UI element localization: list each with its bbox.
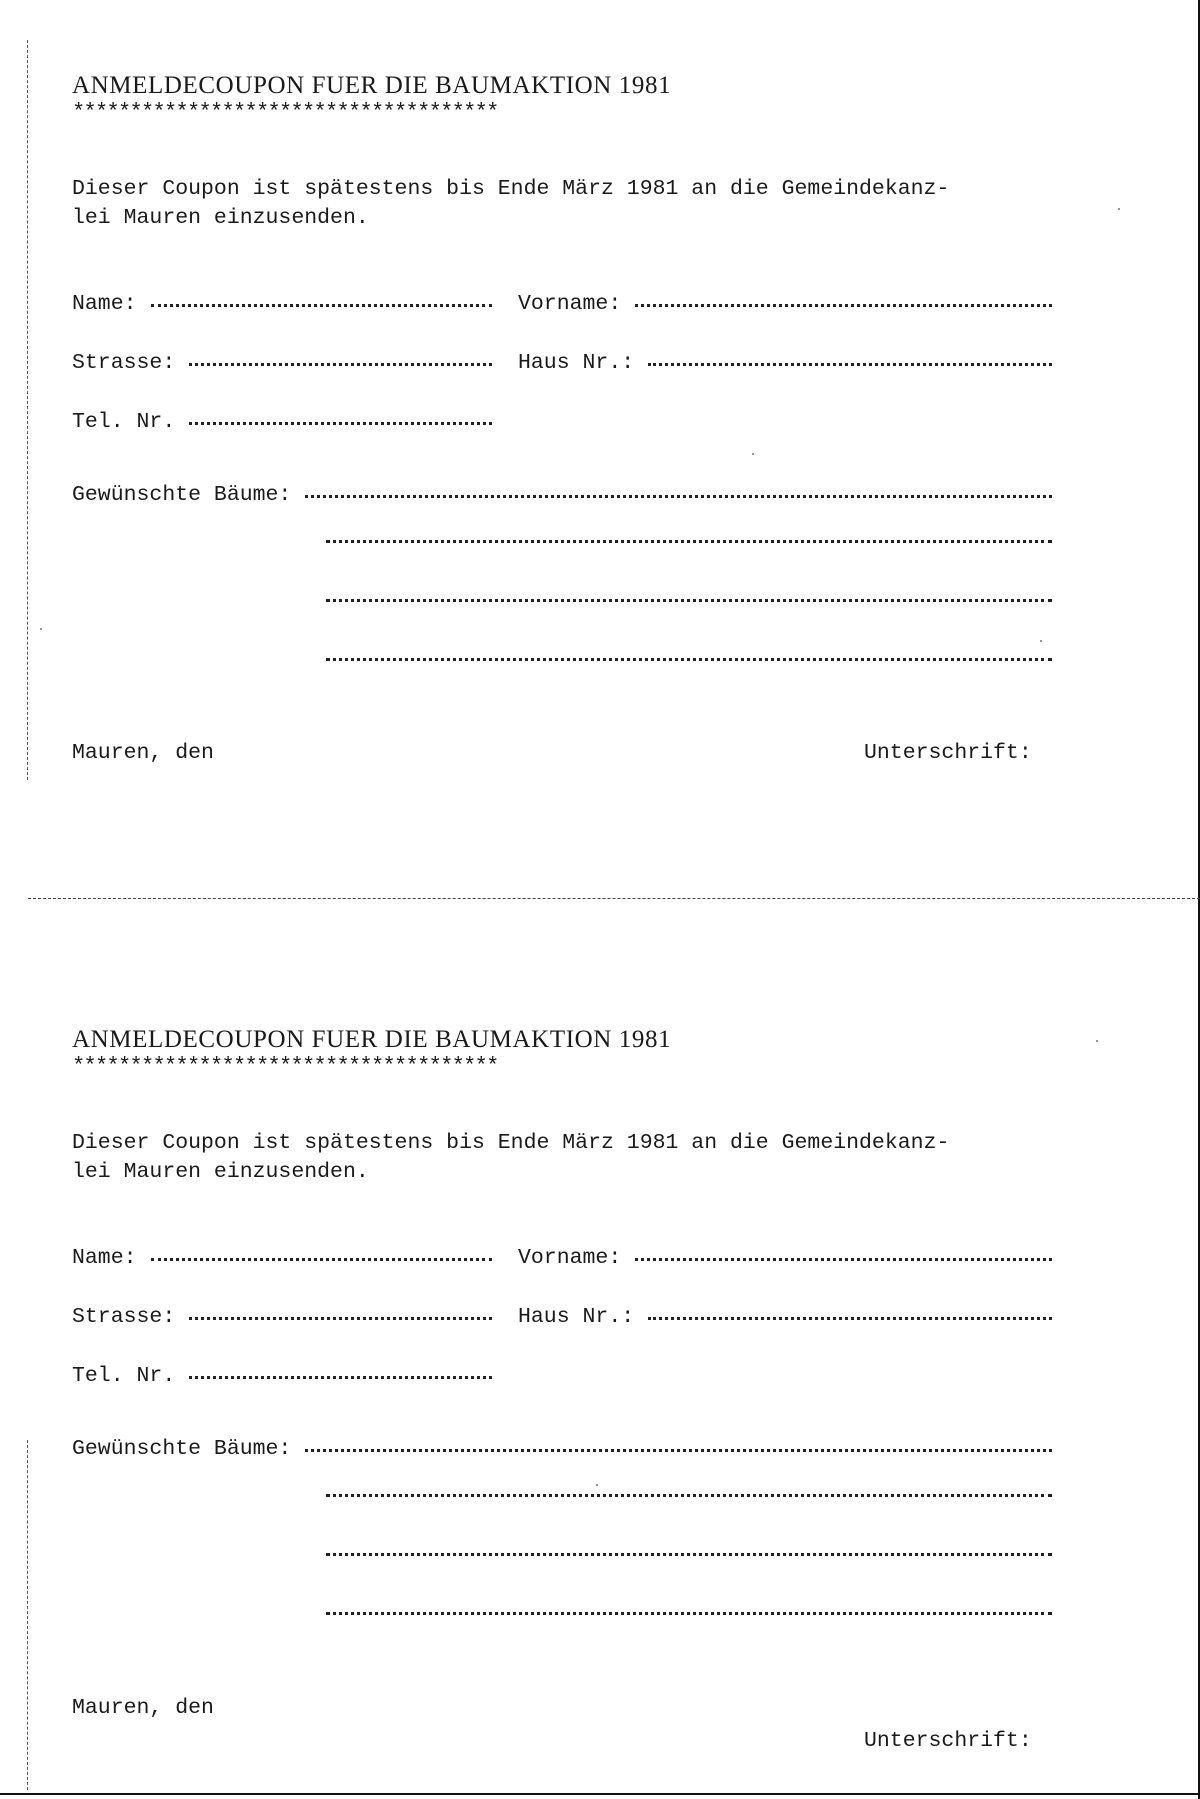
name-field[interactable] xyxy=(72,1246,492,1270)
scan-speck xyxy=(1096,1040,1098,1042)
baeume-extra-line[interactable] xyxy=(326,1555,1052,1558)
instructions-line-2: lei Mauren einzusenden. xyxy=(72,206,369,230)
strasse-label: Strasse: xyxy=(72,351,176,375)
scan-speck xyxy=(596,1484,598,1486)
name-label: Name: xyxy=(72,1246,137,1270)
scan-speck xyxy=(1118,208,1120,210)
signature-label: Unterschrift: xyxy=(864,741,1032,765)
baeume-label: Gewünschte Bäume: xyxy=(72,1437,292,1461)
coupon-title: ANMELDECOUPON FUER DIE BAUMAKTION 1981 xyxy=(72,72,672,99)
tel-label: Tel. Nr. xyxy=(72,410,176,434)
title-underline-stars: ************************************* xyxy=(72,100,498,125)
signature-label: Unterschrift: xyxy=(864,1729,1032,1753)
scan-speck xyxy=(40,628,42,630)
vorname-fill-line[interactable] xyxy=(635,1258,1052,1261)
strasse-label: Strasse: xyxy=(72,1305,176,1329)
name-fill-line[interactable] xyxy=(151,1258,492,1261)
baeume-fill-line[interactable] xyxy=(326,540,1052,543)
vorname-label: Vorname: xyxy=(518,1246,622,1270)
strasse-field[interactable] xyxy=(72,1305,492,1329)
tel-field[interactable] xyxy=(72,1364,492,1388)
left-perforation xyxy=(27,40,28,780)
baeume-label: Gewünschte Bäume: xyxy=(72,483,292,507)
name-fill-line[interactable] xyxy=(151,304,492,307)
name-field[interactable] xyxy=(72,292,492,316)
left-perforation xyxy=(27,1440,28,1790)
hausnr-fill-line[interactable] xyxy=(648,363,1052,366)
place-date-label: Mauren, den xyxy=(72,1696,214,1720)
coupon-title: ANMELDECOUPON FUER DIE BAUMAKTION 1981 xyxy=(72,1026,672,1053)
baeume-fill-line[interactable] xyxy=(326,1553,1052,1556)
baeume-fill-line[interactable] xyxy=(305,1449,1052,1452)
tel-label: Tel. Nr. xyxy=(72,1364,176,1388)
instructions-line-2: lei Mauren einzusenden. xyxy=(72,1160,369,1184)
scan-speck xyxy=(1040,640,1042,642)
baeume-field[interactable] xyxy=(72,483,1052,507)
vorname-fill-line[interactable] xyxy=(635,304,1052,307)
baeume-extra-line[interactable] xyxy=(326,1496,1052,1499)
baeume-extra-line[interactable] xyxy=(326,542,1052,545)
strasse-fill-line[interactable] xyxy=(189,1317,492,1320)
hausnr-label: Haus Nr.: xyxy=(518,1305,635,1329)
hausnr-field[interactable] xyxy=(518,351,1052,375)
tel-field[interactable] xyxy=(72,410,492,434)
tel-fill-line[interactable] xyxy=(189,422,492,425)
baeume-extra-line[interactable] xyxy=(326,1614,1052,1617)
hausnr-label: Haus Nr.: xyxy=(518,351,635,375)
title-underline-stars: ************************************* xyxy=(72,1054,498,1079)
tel-fill-line[interactable] xyxy=(189,1376,492,1379)
baeume-fill-line[interactable] xyxy=(326,658,1052,661)
scan-speck xyxy=(752,453,754,455)
vorname-field[interactable] xyxy=(518,292,1052,316)
vorname-label: Vorname: xyxy=(518,292,622,316)
name-label: Name: xyxy=(72,292,137,316)
baeume-fill-line[interactable] xyxy=(305,495,1052,498)
instructions-line-1: Dieser Coupon ist spätestens bis Ende März 1981 an die Gemeindekanz- xyxy=(72,177,950,201)
strasse-field[interactable] xyxy=(72,351,492,375)
hausnr-fill-line[interactable] xyxy=(648,1317,1052,1320)
instructions-text xyxy=(72,1129,949,1187)
baeume-fill-line[interactable] xyxy=(326,1612,1052,1615)
place-date-label: Mauren, den xyxy=(72,741,214,765)
cut-line xyxy=(28,898,1200,899)
page-bottom-edge xyxy=(0,1793,1200,1795)
baeume-field[interactable] xyxy=(72,1437,1052,1461)
strasse-fill-line[interactable] xyxy=(189,363,492,366)
hausnr-field[interactable] xyxy=(518,1305,1052,1329)
baeume-fill-line[interactable] xyxy=(326,599,1052,602)
vorname-field[interactable] xyxy=(518,1246,1052,1270)
baeume-extra-line[interactable] xyxy=(326,601,1052,604)
instructions-line-1: Dieser Coupon ist spätestens bis Ende März 1981 an die Gemeindekanz- xyxy=(72,1131,950,1155)
baeume-fill-line[interactable] xyxy=(326,1494,1052,1497)
instructions-text xyxy=(72,175,949,233)
baeume-extra-line[interactable] xyxy=(326,660,1052,663)
